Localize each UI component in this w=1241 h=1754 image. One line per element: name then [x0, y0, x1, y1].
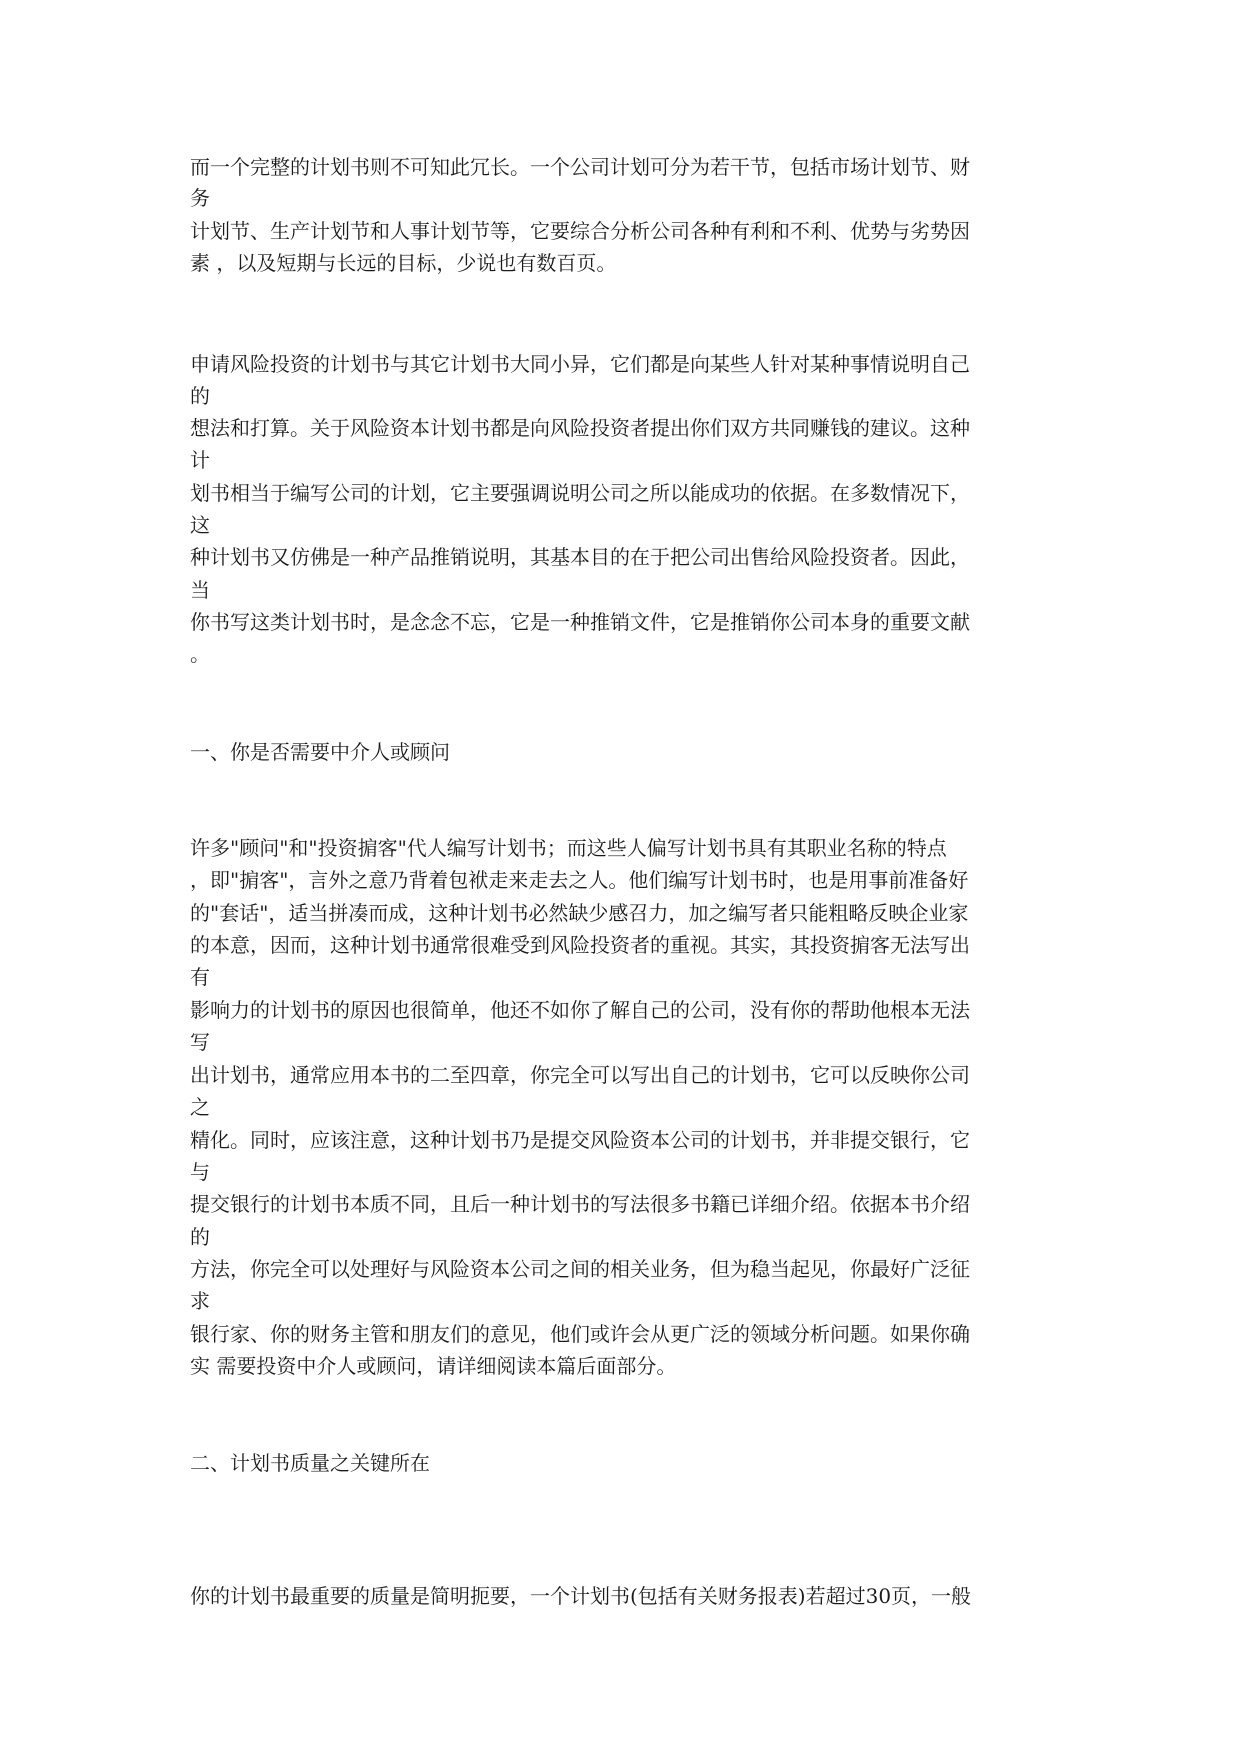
paragraph-line: ，即"掮客"，言外之意乃背着包袱走来走去之人。他们编写计划书时，也是用事前准备好	[190, 868, 969, 892]
paragraph-line: 计	[190, 448, 210, 472]
paragraph-line: 划书相当于编写公司的计划，它主要强调说明公司之所以能成功的依据。在多数情况下，	[190, 481, 970, 505]
paragraph-line: 的"套话"，适当拼凑而成，这种计划书必然缺少感召力，加之编写者只能粗略反映企业家	[190, 901, 969, 925]
paragraph-line: 你书写这类计划书时，是念念不忘，它是一种推销文件，它是推销你公司本身的重要文献	[190, 610, 970, 634]
paragraph-line: 想法和打算。关于风险资本计划书都是向风险投资者提出你们双方共同赚钱的建议。这种	[190, 416, 970, 440]
paragraph-line: 当	[190, 578, 210, 602]
paragraph-line: 计划节、生产计划节和人事计划节等，它要综合分析公司各种有利和不利、优势与劣势因	[190, 219, 970, 243]
paragraph-line: 的本意，因而，这种计划书通常很难受到风险投资者的重视。其实，其投资掮客无法写出	[190, 933, 970, 957]
paragraph-line: 素 ，以及短期与长远的目标，少说也有数百页。	[190, 251, 617, 275]
paragraph-line: 与	[190, 1160, 210, 1184]
paragraph-line: 有	[190, 965, 210, 989]
paragraph-line: 这	[190, 513, 210, 537]
paragraph-line: 影响力的计划书的原因也很简单，他还不如你了解自己的公司，没有你的帮助他根本无法	[190, 998, 970, 1022]
section-heading: 一、你是否需要中介人或顾问	[190, 740, 450, 764]
paragraph-line: 申请风险投资的计划书与其它计划书大同小异，它们都是向某些人针对某种事情说明自己	[190, 352, 970, 376]
section-heading: 二、计划书质量之关键所在	[190, 1451, 430, 1475]
paragraph-line: 求	[190, 1289, 210, 1313]
paragraph-line: 而一个完整的计划书则不可知此冗长。一个公司计划可分为若干节，包括市场计划节、财	[190, 155, 970, 179]
paragraph-line: 方法，你完全可以处理好与风险资本公司之间的相关业务，但为稳当起见，你最好广泛征	[190, 1257, 970, 1281]
paragraph-line: 种计划书又仿佛是一种产品推销说明，其基本目的在于把公司出售给风险投资者。因此，	[190, 545, 970, 569]
paragraph-line: 的	[190, 1225, 210, 1249]
paragraph-line: 你的计划书最重要的质量是简明扼要，一个计划书(包括有关财务报表)若超过30页，一般	[190, 1584, 972, 1608]
paragraph-line: 的	[190, 384, 210, 408]
paragraph-line: 写	[190, 1030, 210, 1054]
paragraph-line: 实 需要投资中介人或顾问，请详细阅读本篇后面部分。	[190, 1354, 677, 1378]
paragraph-line: 出计划书，通常应用本书的二至四章，你完全可以写出自己的计划书，它可以反映你公司	[190, 1063, 970, 1087]
paragraph-line: 提交银行的计划书本质不同，且后一种计划书的写法很多书籍已详细介绍。依据本书介绍	[190, 1192, 970, 1216]
paragraph-line: 务	[190, 186, 210, 210]
paragraph-line: 银行家、你的财务主管和朋友们的意见，他们或许会从更广泛的领域分析问题。如果你确	[190, 1322, 970, 1346]
paragraph-line: 许多"顾问"和"投资掮客"代人编写计划书；而这些人偏写计划书具有其职业名称的特点	[190, 836, 947, 860]
paragraph-line: 。	[190, 642, 210, 666]
paragraph-line: 精化。同时，应该注意，这种计划书乃是提交风险资本公司的计划书，并非提交银行，它	[190, 1128, 970, 1152]
paragraph-line: 之	[190, 1095, 210, 1119]
